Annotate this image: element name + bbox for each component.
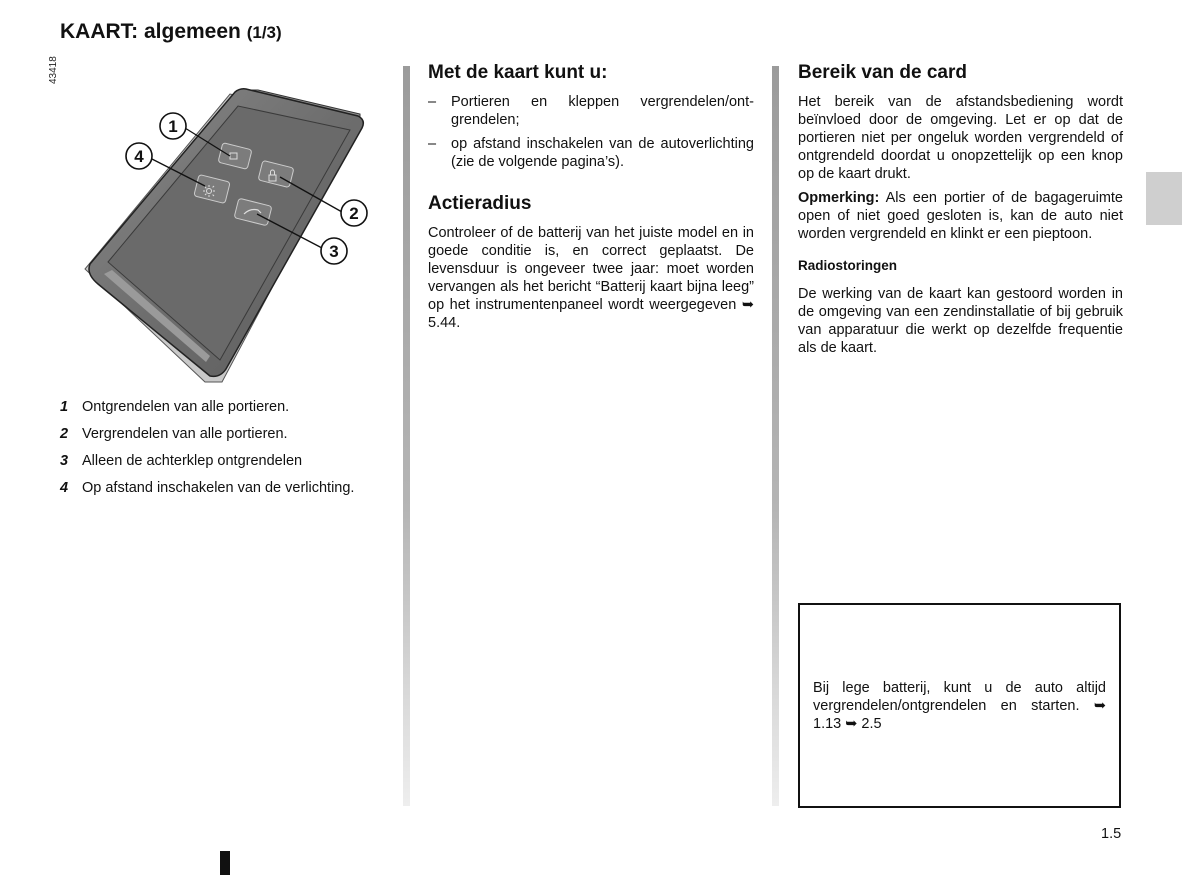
info-box xyxy=(798,603,1121,808)
figure-legend xyxy=(60,398,385,506)
key-card-illustration xyxy=(60,64,390,384)
legend-item xyxy=(60,479,385,497)
legend-item xyxy=(60,452,385,470)
bullet-item xyxy=(428,135,754,171)
legend-item xyxy=(60,398,385,416)
callout-2: 2 xyxy=(349,204,359,223)
page-title-part: (1/3) xyxy=(246,23,282,42)
note-paragraph xyxy=(798,189,1123,243)
bullet-item xyxy=(428,93,754,129)
legend-number: 4 xyxy=(60,480,69,496)
chapter-tab-marker xyxy=(1146,172,1182,225)
bullet-text: op afstand inschakelen van de autoverlichting (zie de volgende pagina’s). xyxy=(451,136,754,170)
figure-code: 43418 xyxy=(48,56,59,84)
page-title-main: KAART: algemeen xyxy=(60,20,241,43)
right-column xyxy=(798,62,1123,363)
page-title xyxy=(60,20,282,44)
key-card-figure xyxy=(48,56,390,384)
note-label: Opmerking: xyxy=(798,190,880,206)
section-heading: Actieradius xyxy=(428,193,532,214)
sub-heading: Radiostoringen xyxy=(798,258,898,273)
page-number: 1.5 xyxy=(1101,826,1122,842)
bullet-dash: – xyxy=(428,136,437,152)
legend-text: Vergrendelen van alle portieren. xyxy=(82,426,288,442)
legend-text: Ontgrendelen van alle portieren. xyxy=(82,399,290,415)
callout-4: 4 xyxy=(134,147,144,166)
section-heading: Met de kaart kunt u: xyxy=(428,62,608,83)
legend-number: 2 xyxy=(60,426,69,442)
section-heading: Bereik van de card xyxy=(798,62,967,83)
legend-text: Alleen de achterklep ontgrendelen xyxy=(82,453,303,469)
body-paragraph: Controleer of de batterij van het juiste model en in goede conditie is, en correct geplaatst. De levensduur is ongeveer twee jaar: moet worden vervangen als het bericht “Batterij kaart bijna leeg” op het instrumentenpaneel wordt weergegeven ➥ 5.44. xyxy=(428,225,754,331)
footer-mark xyxy=(220,851,230,875)
info-box-text: Bij lege batterij, kunt u de auto altijd vergrendelen/ontgrendelen en starten. ➥ 1.13 ➥ 2.5 xyxy=(813,680,1106,732)
body-paragraph: De werking van de kaart kan gestoord worden in de omgeving van een zendinstallatie of bij gebruik van apparatuur die werkt op dezelfde frequentie als de kaart. xyxy=(798,286,1123,356)
callout-1: 1 xyxy=(168,117,178,136)
note-text: Als een portier of de bagageruimte open of niet goed gesloten is, kan de auto niet worden vergrendeld en klinkt er een pieptoon. xyxy=(798,190,1123,242)
legend-text: Op afstand inschakelen van de verlichting. xyxy=(82,480,355,496)
body-paragraph: Het bereik van de afstandsbediening wordt beïnvloed door de omgeving. Let er op dat de portieren niet per ongeluk worden vergrendeld of ontgrendeld doordat u onopzettelijk op een knop op de kaart drukt. xyxy=(798,94,1123,182)
legend-item xyxy=(60,425,385,443)
bullet-text: Portieren en kleppen vergrendelen/ontgrendelen; xyxy=(451,94,754,128)
column-divider-bar xyxy=(403,66,410,806)
callout-3: 3 xyxy=(329,242,339,261)
legend-number: 1 xyxy=(60,399,69,415)
column-divider-bar xyxy=(772,66,779,806)
middle-column xyxy=(428,62,754,338)
bullet-dash: – xyxy=(428,94,437,110)
legend-number: 3 xyxy=(60,453,69,469)
